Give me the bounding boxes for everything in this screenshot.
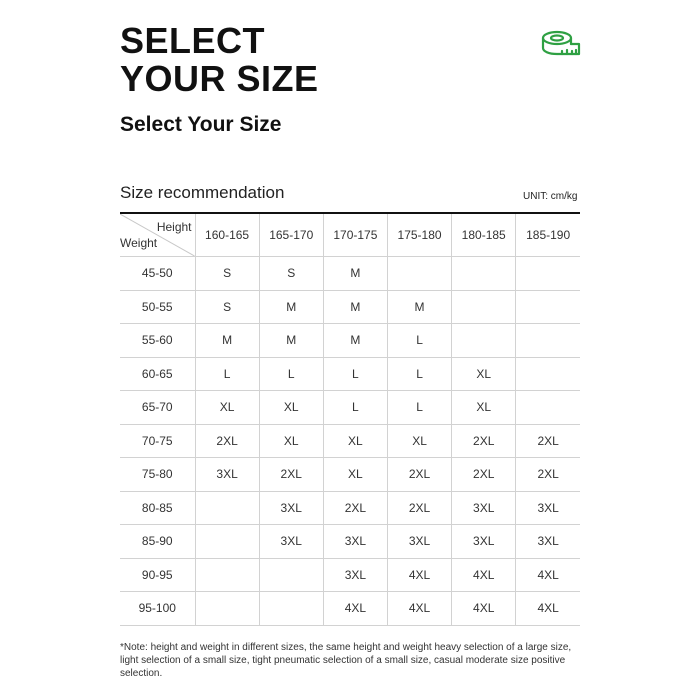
size-cell: 3XL — [452, 491, 516, 525]
size-cell: 2XL — [259, 458, 323, 492]
size-cell: XL — [323, 424, 387, 458]
weight-range-cell: 50-55 — [120, 290, 195, 324]
size-cell — [516, 257, 580, 291]
size-cell: 2XL — [516, 424, 580, 458]
size-cell: XL — [195, 391, 259, 425]
weight-range-cell: 85-90 — [120, 525, 195, 559]
table-row — [120, 324, 580, 358]
height-range-header: 175-180 — [387, 213, 451, 257]
weight-range-cell: 75-80 — [120, 458, 195, 492]
corner-height-label: Height — [156, 220, 192, 234]
size-cell: 3XL — [387, 525, 451, 559]
page-headline — [120, 22, 319, 98]
height-range-header: 185-190 — [516, 213, 580, 257]
size-cell — [452, 290, 516, 324]
size-cell: 3XL — [516, 491, 580, 525]
height-range-header: 160-165 — [195, 213, 259, 257]
table-row — [120, 257, 580, 291]
weight-range-cell: 45-50 — [120, 257, 195, 291]
size-cell: XL — [259, 391, 323, 425]
size-cell: L — [387, 324, 451, 358]
size-cell: S — [259, 257, 323, 291]
table-row — [120, 491, 580, 525]
corner-weight-label: Weight — [120, 236, 158, 250]
weight-range-cell: 95-100 — [120, 592, 195, 626]
size-cell: L — [259, 357, 323, 391]
weight-range-cell: 60-65 — [120, 357, 195, 391]
section-title: Size recommendation — [120, 183, 285, 202]
table-row — [120, 458, 580, 492]
size-cell: XL — [259, 424, 323, 458]
size-cell: 4XL — [516, 558, 580, 592]
size-cell: XL — [387, 424, 451, 458]
table-row — [120, 357, 580, 391]
table-row — [120, 592, 580, 626]
size-cell: M — [323, 257, 387, 291]
size-cell: 4XL — [387, 558, 451, 592]
table-row — [120, 391, 580, 425]
size-cell: 4XL — [452, 558, 516, 592]
size-cell: 2XL — [387, 491, 451, 525]
size-cell — [387, 257, 451, 291]
size-cell: 2XL — [452, 424, 516, 458]
size-cell: 2XL — [452, 458, 516, 492]
size-cell: 2XL — [195, 424, 259, 458]
size-cell: 4XL — [452, 592, 516, 626]
size-cell — [452, 257, 516, 291]
sizing-note: *Note: height and weight in different sizes, the same height and weight heavy selection of a large size, light selection of a small size, tight pneumatic selection of a small size, casual moderate size positive selection. — [120, 642, 572, 679]
size-cell — [516, 357, 580, 391]
size-cell: 3XL — [323, 558, 387, 592]
size-cell: 4XL — [323, 592, 387, 626]
size-cell — [452, 324, 516, 358]
table-body — [120, 257, 580, 626]
sub-heading: Select Your Size — [120, 113, 282, 136]
size-cell: M — [259, 290, 323, 324]
size-cell — [516, 391, 580, 425]
size-cell — [259, 592, 323, 626]
size-cell — [516, 324, 580, 358]
size-cell: S — [195, 290, 259, 324]
height-range-header: 165-170 — [259, 213, 323, 257]
table-header-row — [120, 213, 580, 257]
weight-range-cell: 55-60 — [120, 324, 195, 358]
size-cell — [259, 558, 323, 592]
size-chart-table — [120, 212, 580, 626]
height-range-header: 170-175 — [323, 213, 387, 257]
table-row — [120, 558, 580, 592]
headline-line-1: SELECT — [120, 20, 266, 61]
size-cell: XL — [323, 458, 387, 492]
size-cell: S — [195, 257, 259, 291]
size-cell: 3XL — [452, 525, 516, 559]
size-cell: 4XL — [387, 592, 451, 626]
table-row — [120, 525, 580, 559]
size-cell: 3XL — [259, 491, 323, 525]
size-cell: 2XL — [323, 491, 387, 525]
size-cell: L — [195, 357, 259, 391]
size-cell: M — [323, 324, 387, 358]
size-cell: 2XL — [516, 458, 580, 492]
size-cell: M — [387, 290, 451, 324]
size-cell — [195, 491, 259, 525]
size-cell: 2XL — [387, 458, 451, 492]
headline-line-2: YOUR SIZE — [120, 58, 319, 99]
size-cell: L — [323, 391, 387, 425]
measuring-tape-icon — [540, 27, 582, 63]
size-cell — [195, 525, 259, 559]
size-cell: M — [259, 324, 323, 358]
weight-range-cell: 80-85 — [120, 491, 195, 525]
size-cell: L — [323, 357, 387, 391]
size-cell: L — [387, 357, 451, 391]
weight-range-cell: 90-95 — [120, 558, 195, 592]
size-cell — [195, 592, 259, 626]
size-cell: M — [323, 290, 387, 324]
table-row — [120, 424, 580, 458]
corner-header-cell — [120, 213, 195, 257]
height-range-header: 180-185 — [452, 213, 516, 257]
size-cell: 4XL — [516, 592, 580, 626]
size-cell: 3XL — [516, 525, 580, 559]
size-cell: XL — [452, 391, 516, 425]
weight-range-cell: 65-70 — [120, 391, 195, 425]
table-row — [120, 290, 580, 324]
size-cell: XL — [452, 357, 516, 391]
size-cell: 3XL — [323, 525, 387, 559]
size-cell — [195, 558, 259, 592]
weight-range-cell: 70-75 — [120, 424, 195, 458]
size-cell: M — [195, 324, 259, 358]
unit-label: UNIT: cm/kg — [523, 191, 578, 202]
size-cell: L — [387, 391, 451, 425]
size-cell — [516, 290, 580, 324]
size-cell: 3XL — [259, 525, 323, 559]
size-cell: 3XL — [195, 458, 259, 492]
